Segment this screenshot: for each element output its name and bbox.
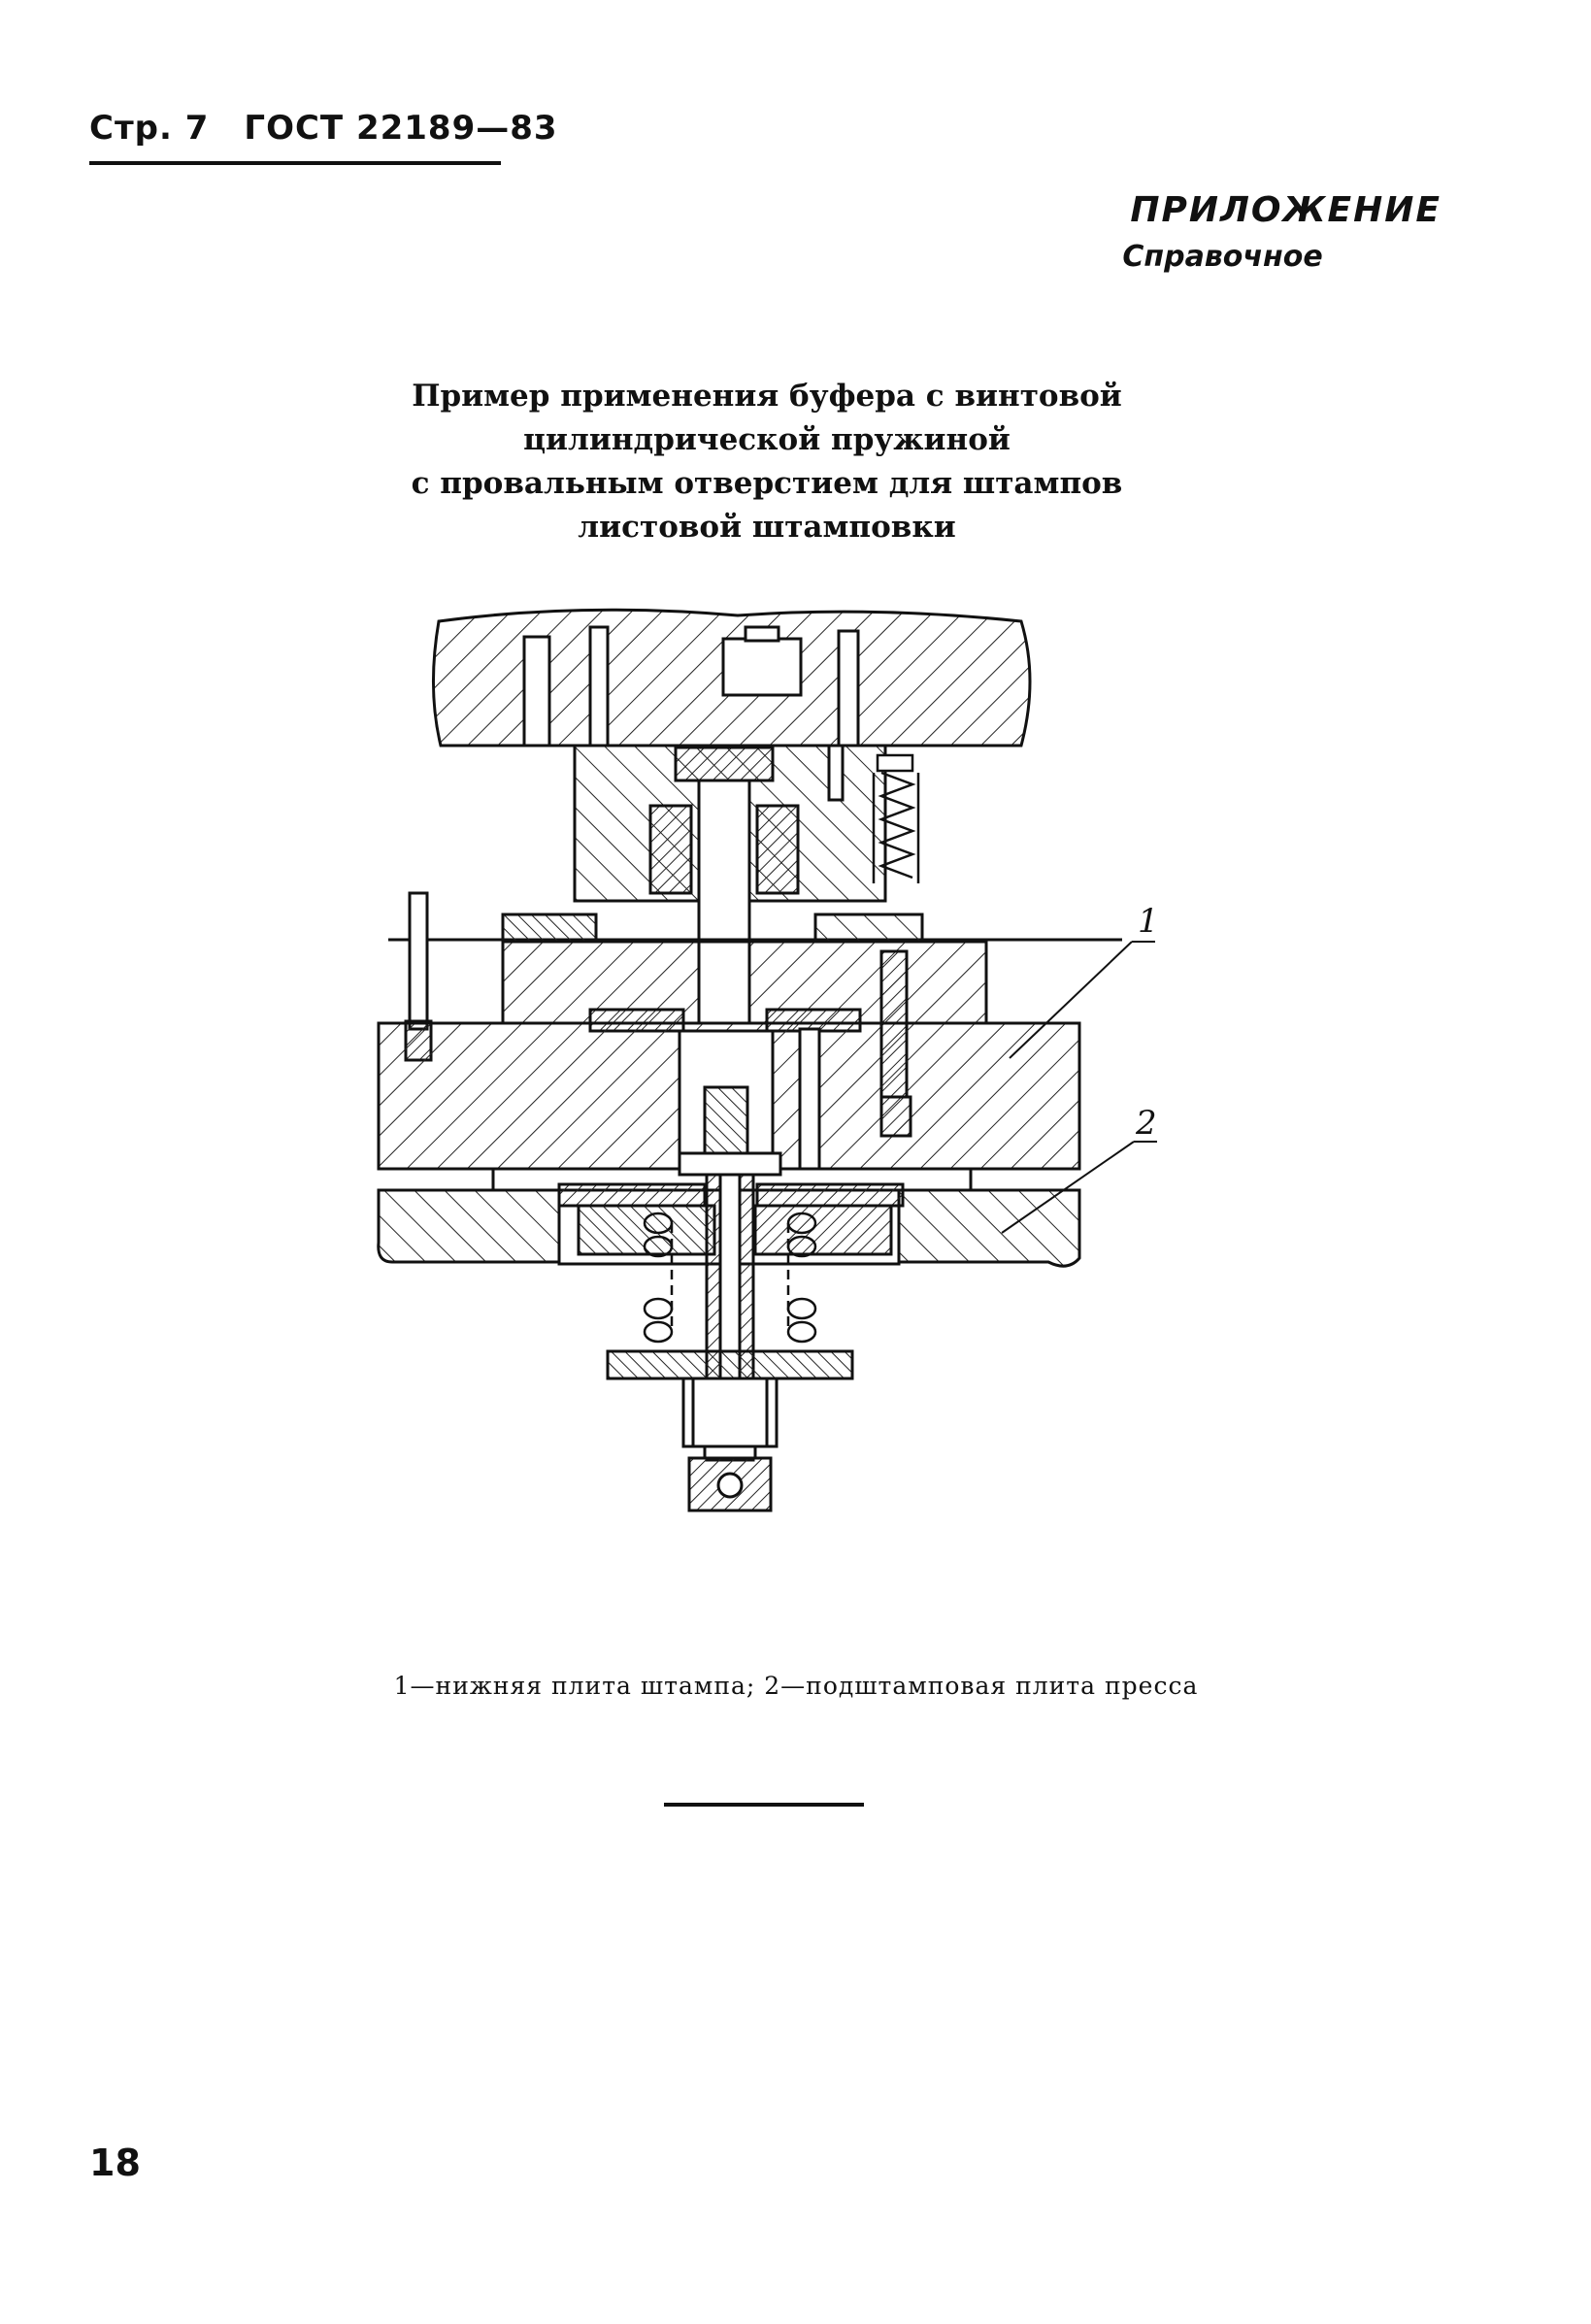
page-header (89, 109, 558, 148)
title-line: листовой штамповки (578, 510, 956, 545)
title-line: Пример применения буфера с винтовой (412, 379, 1122, 414)
technical-drawing (369, 602, 1223, 1650)
callout-1: 1 (1138, 902, 1159, 941)
standard-label: ГОСТ 22189—83 (244, 109, 558, 148)
title-line: с провальным отверстием для штампов (411, 466, 1123, 501)
page-number: 18 (89, 2141, 141, 2184)
lower-die-plate (379, 1023, 1079, 1171)
callout-2: 2 (1136, 1104, 1157, 1143)
appendix-block (1122, 190, 1442, 274)
header-rule (89, 161, 501, 165)
lower-nut (683, 1378, 777, 1511)
spring-support-plate (608, 1351, 852, 1378)
figure-caption: 1—нижняя плита штампа; 2—подштамповая плита пресса (393, 1672, 1199, 1700)
appendix-title: ПРИЛОЖЕНИЕ (1130, 190, 1442, 230)
title-line: цилиндрической пружиной (523, 422, 1011, 457)
upper-plate (433, 610, 1030, 746)
page-label: Стр. 7 (89, 109, 210, 148)
figure-title (349, 375, 1184, 549)
appendix-subtitle: Справочное (1122, 240, 1323, 274)
end-rule (664, 1803, 864, 1807)
